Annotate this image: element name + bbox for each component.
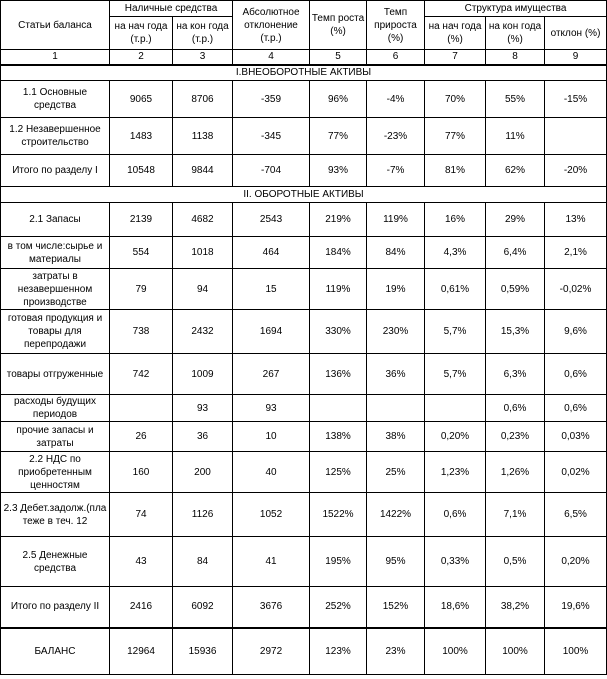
header-dev-pct: отклон (%) <box>545 17 607 50</box>
cell: 1126 <box>173 493 233 537</box>
cell: 1052 <box>233 493 310 537</box>
cell: 93% <box>310 155 367 187</box>
section-title-current-assets: II. ОБОРОТНЫЕ АКТИВЫ <box>1 187 607 203</box>
header-structure-group: Структура имущества <box>425 1 607 17</box>
section-title-noncurrent-assets: I.ВНЕОБОРОТНЫЕ АКТИВЫ <box>1 65 607 81</box>
column-numbers-row <box>1 50 607 65</box>
table-row <box>1 118 607 155</box>
cell: 96% <box>310 81 367 118</box>
row-name: 2.1 Запасы <box>1 203 110 237</box>
cell: 70% <box>425 81 486 118</box>
cell: 0,6% <box>545 395 607 422</box>
cell: 94 <box>173 269 233 310</box>
cell: 219% <box>310 203 367 237</box>
cell: 0,02% <box>545 452 607 493</box>
cell: 100% <box>425 628 486 675</box>
cell <box>110 395 173 422</box>
row-name: 1.1 Основные средства <box>1 81 110 118</box>
header-increase-rate: Темп прироста (%) <box>367 1 425 50</box>
row-name: Итого по разделу II <box>1 587 110 628</box>
cell: 0,6% <box>425 493 486 537</box>
header-cash-group: Наличные средства <box>110 1 233 17</box>
table-row <box>1 422 607 452</box>
cell: 195% <box>310 537 367 587</box>
cell: 23% <box>367 628 425 675</box>
cell: 79 <box>110 269 173 310</box>
cell: -20% <box>545 155 607 187</box>
cell: 464 <box>233 237 310 269</box>
row-name: 2.2 НДС по приобретенным ценностям <box>1 452 110 493</box>
cell: 7,1% <box>486 493 545 537</box>
cell: 0,6% <box>486 395 545 422</box>
cell <box>367 395 425 422</box>
col-number: 3 <box>173 50 233 65</box>
row-name: 2.3 Дебет.задолж.(пла теже в теч. 12 <box>1 493 110 537</box>
cell: 9065 <box>110 81 173 118</box>
cell: 40 <box>233 452 310 493</box>
cell: 93 <box>173 395 233 422</box>
cell <box>310 395 367 422</box>
col-number: 8 <box>486 50 545 65</box>
table-row <box>1 493 607 537</box>
cell: 36% <box>367 354 425 395</box>
cell: 25% <box>367 452 425 493</box>
cell: 1694 <box>233 310 310 354</box>
cell: 4682 <box>173 203 233 237</box>
cell: 38% <box>367 422 425 452</box>
cell: 0,6% <box>545 354 607 395</box>
cell: 16% <box>425 203 486 237</box>
cell: 43 <box>110 537 173 587</box>
cell: 1009 <box>173 354 233 395</box>
header-start-year-pct: на нач года (%) <box>425 17 486 50</box>
header-growth-rate: Темп роста (%) <box>310 1 367 50</box>
cell: 95% <box>367 537 425 587</box>
cell: 1,26% <box>486 452 545 493</box>
cell: 10 <box>233 422 310 452</box>
col-number: 4 <box>233 50 310 65</box>
row-name: 1.2 Незавершенное строительство <box>1 118 110 155</box>
table-row <box>1 395 607 422</box>
header-end-year-pct: на кон года (%) <box>486 17 545 50</box>
cell: 6,3% <box>486 354 545 395</box>
col-number: 5 <box>310 50 367 65</box>
cell: 2139 <box>110 203 173 237</box>
cell: 62% <box>486 155 545 187</box>
header-start-year-tr: на нач года (т.р.) <box>110 17 173 50</box>
cell: 1018 <box>173 237 233 269</box>
cell: 554 <box>110 237 173 269</box>
table-row <box>1 452 607 493</box>
cell: 0,20% <box>545 537 607 587</box>
cell: 0,20% <box>425 422 486 452</box>
cell: 9844 <box>173 155 233 187</box>
cell: 3676 <box>233 587 310 628</box>
table-row <box>1 537 607 587</box>
table-row <box>1 203 607 237</box>
cell: 19,6% <box>545 587 607 628</box>
cell: 84% <box>367 237 425 269</box>
header-item: Статьи баланса <box>1 1 110 50</box>
cell: 100% <box>545 628 607 675</box>
col-number: 6 <box>367 50 425 65</box>
row-name: расходы будущих периодов <box>1 395 110 422</box>
cell: 77% <box>310 118 367 155</box>
cell: 267 <box>233 354 310 395</box>
cell: 15,3% <box>486 310 545 354</box>
col-number: 7 <box>425 50 486 65</box>
table-row-total <box>1 628 607 675</box>
cell <box>425 395 486 422</box>
header-end-year-tr: на кон года (т.р.) <box>173 17 233 50</box>
cell: 1483 <box>110 118 173 155</box>
cell: 9,6% <box>545 310 607 354</box>
cell: 200 <box>173 452 233 493</box>
cell: -7% <box>367 155 425 187</box>
cell: 0,33% <box>425 537 486 587</box>
cell: 738 <box>110 310 173 354</box>
cell: 8706 <box>173 81 233 118</box>
cell: 742 <box>110 354 173 395</box>
cell: 119% <box>310 269 367 310</box>
cell: -359 <box>233 81 310 118</box>
cell: 26 <box>110 422 173 452</box>
cell: 0,5% <box>486 537 545 587</box>
cell: 123% <box>310 628 367 675</box>
col-number: 2 <box>110 50 173 65</box>
cell: 1,23% <box>425 452 486 493</box>
cell: 93 <box>233 395 310 422</box>
cell: 55% <box>486 81 545 118</box>
cell: 2543 <box>233 203 310 237</box>
table-row <box>1 237 607 269</box>
cell: 1522% <box>310 493 367 537</box>
cell: 230% <box>367 310 425 354</box>
cell: 152% <box>367 587 425 628</box>
table-row <box>1 269 607 310</box>
cell: 18,6% <box>425 587 486 628</box>
cell: -23% <box>367 118 425 155</box>
cell: 74 <box>110 493 173 537</box>
table-row-subtotal <box>1 587 607 628</box>
table-row <box>1 81 607 118</box>
cell: -345 <box>233 118 310 155</box>
cell: 5,7% <box>425 354 486 395</box>
table-row <box>1 354 607 395</box>
table-row-subtotal <box>1 155 607 187</box>
cell: 5,7% <box>425 310 486 354</box>
cell: 0,59% <box>486 269 545 310</box>
cell: 77% <box>425 118 486 155</box>
cell: 2,1% <box>545 237 607 269</box>
cell: 6,4% <box>486 237 545 269</box>
row-name: Итого по разделу I <box>1 155 110 187</box>
cell: 29% <box>486 203 545 237</box>
cell: 125% <box>310 452 367 493</box>
cell: -4% <box>367 81 425 118</box>
cell <box>545 118 607 155</box>
cell: 0,23% <box>486 422 545 452</box>
cell: 4,3% <box>425 237 486 269</box>
cell: 138% <box>310 422 367 452</box>
cell: 2416 <box>110 587 173 628</box>
cell: 6092 <box>173 587 233 628</box>
cell: 184% <box>310 237 367 269</box>
cell: 1422% <box>367 493 425 537</box>
cell: 10548 <box>110 155 173 187</box>
header-abs-deviation: Абсолютное отклонение (т.р.) <box>233 1 310 50</box>
cell: 330% <box>310 310 367 354</box>
col-number: 1 <box>1 50 110 65</box>
row-name: прочие запасы и затраты <box>1 422 110 452</box>
table-row <box>1 310 607 354</box>
cell: 0,61% <box>425 269 486 310</box>
cell: 36 <box>173 422 233 452</box>
cell: 12964 <box>110 628 173 675</box>
cell: 15936 <box>173 628 233 675</box>
cell: 2432 <box>173 310 233 354</box>
col-number: 9 <box>545 50 607 65</box>
cell: 13% <box>545 203 607 237</box>
cell: -704 <box>233 155 310 187</box>
cell: 160 <box>110 452 173 493</box>
cell: 19% <box>367 269 425 310</box>
cell: 84 <box>173 537 233 587</box>
cell: 252% <box>310 587 367 628</box>
cell: 1138 <box>173 118 233 155</box>
cell: 15 <box>233 269 310 310</box>
row-name: в том числе:сырье и материалы <box>1 237 110 269</box>
cell: 41 <box>233 537 310 587</box>
cell: 38,2% <box>486 587 545 628</box>
cell: 81% <box>425 155 486 187</box>
row-name: 2.5 Денежные средства <box>1 537 110 587</box>
row-name: БАЛАНС <box>1 628 110 675</box>
row-name: затраты в незавершенном производстве <box>1 269 110 310</box>
row-name: товары отгруженные <box>1 354 110 395</box>
cell: 0,03% <box>545 422 607 452</box>
cell: 6,5% <box>545 493 607 537</box>
cell: 100% <box>486 628 545 675</box>
cell: 2972 <box>233 628 310 675</box>
cell: 11% <box>486 118 545 155</box>
row-name: готовая продукция и товары для перепродажи <box>1 310 110 354</box>
cell: 136% <box>310 354 367 395</box>
cell: -15% <box>545 81 607 118</box>
cell: 119% <box>367 203 425 237</box>
cell: -0,02% <box>545 269 607 310</box>
